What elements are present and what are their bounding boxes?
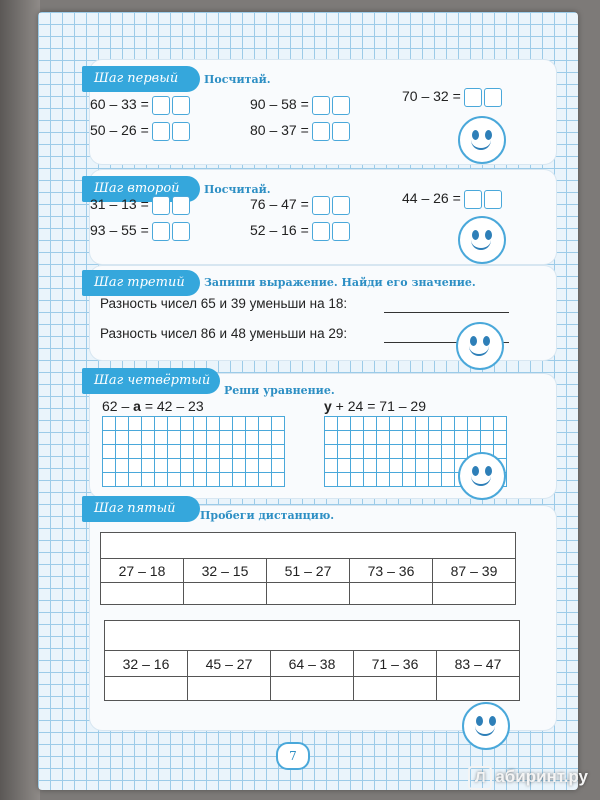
step-2-banner: Шаг второй	[82, 176, 200, 202]
step-1-instruction: Посчитай.	[204, 73, 271, 86]
expression: 44 – 26 =	[402, 190, 504, 209]
step-1-banner: Шаг первый	[82, 66, 200, 92]
answer-boxes[interactable]	[464, 190, 504, 209]
answer-line[interactable]	[384, 312, 509, 313]
step-4-instruction: Реши уравнение.	[224, 384, 335, 397]
step-3-banner: Шаг третий	[82, 270, 200, 296]
answer-cell[interactable]	[267, 583, 350, 605]
answer-boxes[interactable]	[312, 196, 352, 215]
answer-cell[interactable]	[105, 677, 188, 701]
distance-cell: 51 – 27	[267, 559, 350, 583]
answer-cell[interactable]	[271, 677, 354, 701]
answer-boxes[interactable]	[312, 96, 352, 115]
answer-cell[interactable]	[433, 583, 516, 605]
distance-cell: 73 – 36	[350, 559, 433, 583]
answer-boxes[interactable]	[152, 96, 192, 115]
answer-boxes[interactable]	[152, 196, 192, 215]
page-number: 7	[276, 742, 310, 770]
expression: 93 – 55 =	[90, 222, 192, 241]
expression: 60 – 33 =	[90, 96, 192, 115]
answer-boxes[interactable]	[152, 222, 192, 241]
answer-boxes[interactable]	[152, 122, 192, 141]
distance-cell: 32 – 15	[184, 559, 267, 583]
expression: 50 – 26 =	[90, 122, 192, 141]
left-page-edge	[0, 0, 40, 800]
expression: 31 – 13 =	[90, 196, 192, 215]
word-problem: Разность чисел 65 и 39 уменьши на 18:	[100, 296, 348, 311]
step-5-banner: Шаг пятый	[82, 496, 200, 522]
answer-cell[interactable]	[354, 677, 437, 701]
distance-cell: 64 – 38	[271, 651, 354, 677]
equation: у + 24 = 71 – 29	[324, 398, 426, 414]
solution-grid[interactable]	[102, 416, 285, 487]
workbook-page	[38, 12, 578, 790]
watermark: Л абиринт.ру	[468, 766, 588, 790]
answer-cell[interactable]	[188, 677, 271, 701]
smiley-icon	[458, 452, 506, 500]
answer-cell[interactable]	[350, 583, 433, 605]
distance-cell: 32 – 16	[105, 651, 188, 677]
answer-boxes[interactable]	[312, 222, 352, 241]
distance-table-1	[100, 532, 516, 605]
expression: 90 – 58 =	[250, 96, 352, 115]
distance-cell: 45 – 27	[188, 651, 271, 677]
step-3-instruction: Запиши выражение. Найди его значение.	[204, 276, 476, 289]
answer-cell[interactable]	[101, 583, 184, 605]
step-5-instruction: Пробеги дистанцию.	[200, 509, 335, 522]
answer-cell[interactable]	[437, 677, 520, 701]
distance-cell: 27 – 18	[101, 559, 184, 583]
answer-boxes[interactable]	[312, 122, 352, 141]
smiley-icon	[458, 116, 506, 164]
smiley-icon	[458, 216, 506, 264]
distance-cell: 71 – 36	[354, 651, 437, 677]
step-2-instruction: Посчитай.	[204, 183, 271, 196]
expression: 52 – 16 =	[250, 222, 352, 241]
labirint-logo-icon: Л	[468, 766, 492, 790]
smiley-icon	[456, 322, 504, 370]
answer-boxes[interactable]	[464, 88, 504, 107]
distance-cell: 87 – 39	[433, 559, 516, 583]
distance-table-2	[104, 620, 520, 701]
word-problem: Разность чисел 86 и 48 уменьши на 29:	[100, 326, 348, 341]
answer-cell[interactable]	[184, 583, 267, 605]
step-4-banner: Шаг четвёртый	[82, 368, 220, 394]
expression: 80 – 37 =	[250, 122, 352, 141]
expression: 76 – 47 =	[250, 196, 352, 215]
equation: 62 – а = 42 – 23	[102, 398, 204, 414]
smiley-icon	[462, 702, 510, 750]
expression: 70 – 32 =	[402, 88, 504, 107]
distance-cell: 83 – 47	[437, 651, 520, 677]
